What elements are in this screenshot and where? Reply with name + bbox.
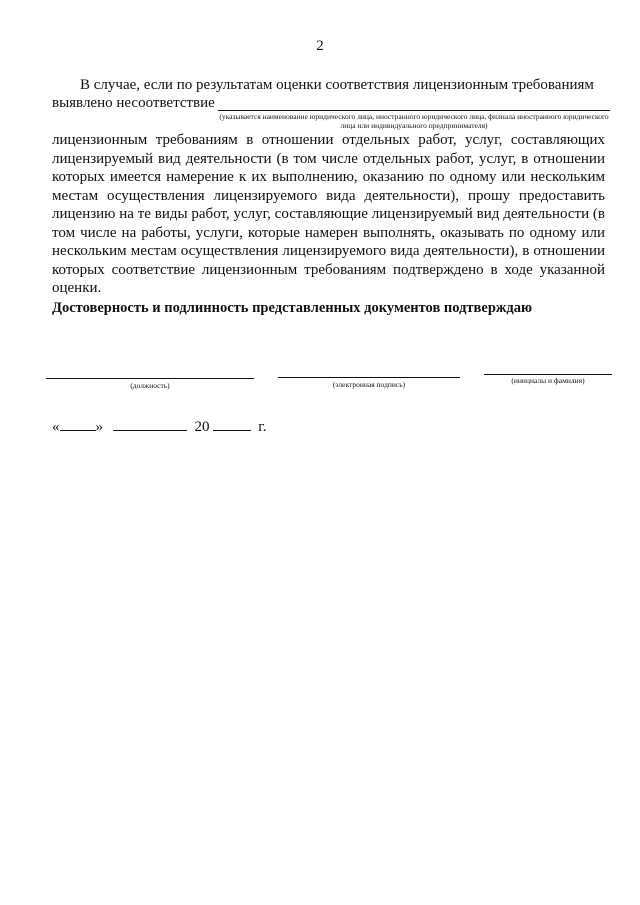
date-row <box>52 416 266 436</box>
electronic-signature-blank <box>278 377 460 378</box>
date-close-quote: » <box>95 419 103 435</box>
year-suffix: г. <box>258 419 267 435</box>
body-paragraph: лицензионным требованиям в отношении отдельных работ, услуг, составляющих лицензируемый вид деятельности (в том числе отдельных работ, услуг, в отношении которых имеется намерение к их выполнению, оказанию по одному или нескольким местам осуществления лицензируемого вида деятельности), прошу предоставить лицензию на те виды работ, услуг, составляющие лицензируемый вид деятельности (в том числе на работы, услуги, которые намерен выполнять, оказывать по одному или нескольким местам осуществления лицензируемого вида деятельности), в отношении которых соответствие лицензионным требованиям подтверждено в ходе указанной оценки. <box>52 132 605 296</box>
electronic-signature-caption: (электронная подпись) <box>332 380 406 389</box>
month-blank <box>113 416 187 431</box>
year-prefix: 20 <box>194 419 210 435</box>
confirmation-statement: Достоверность и подлинность представленных документов подтверждаю <box>52 300 533 316</box>
day-blank <box>60 416 96 431</box>
name-caption: (инициалы и фамилия) <box>511 376 585 385</box>
intro-line-2: выявлено несоответствие <box>52 95 215 111</box>
name-blank <box>484 374 612 375</box>
year-blank <box>213 416 251 431</box>
position-blank <box>46 378 254 379</box>
position-caption: (должность) <box>130 381 170 390</box>
intro-line-1: В случае, если по результатам оценки соответствия лицензионным требованиям <box>80 77 594 93</box>
date-open-quote: « <box>52 419 60 435</box>
page-number: 2 <box>316 38 324 54</box>
organization-name-blank <box>218 110 610 111</box>
organization-name-caption: (указывается наименование юридического лица, иностранного юридического лица, филиала иностранного юридического лица или индивидуального предпринимателя) <box>219 112 609 130</box>
